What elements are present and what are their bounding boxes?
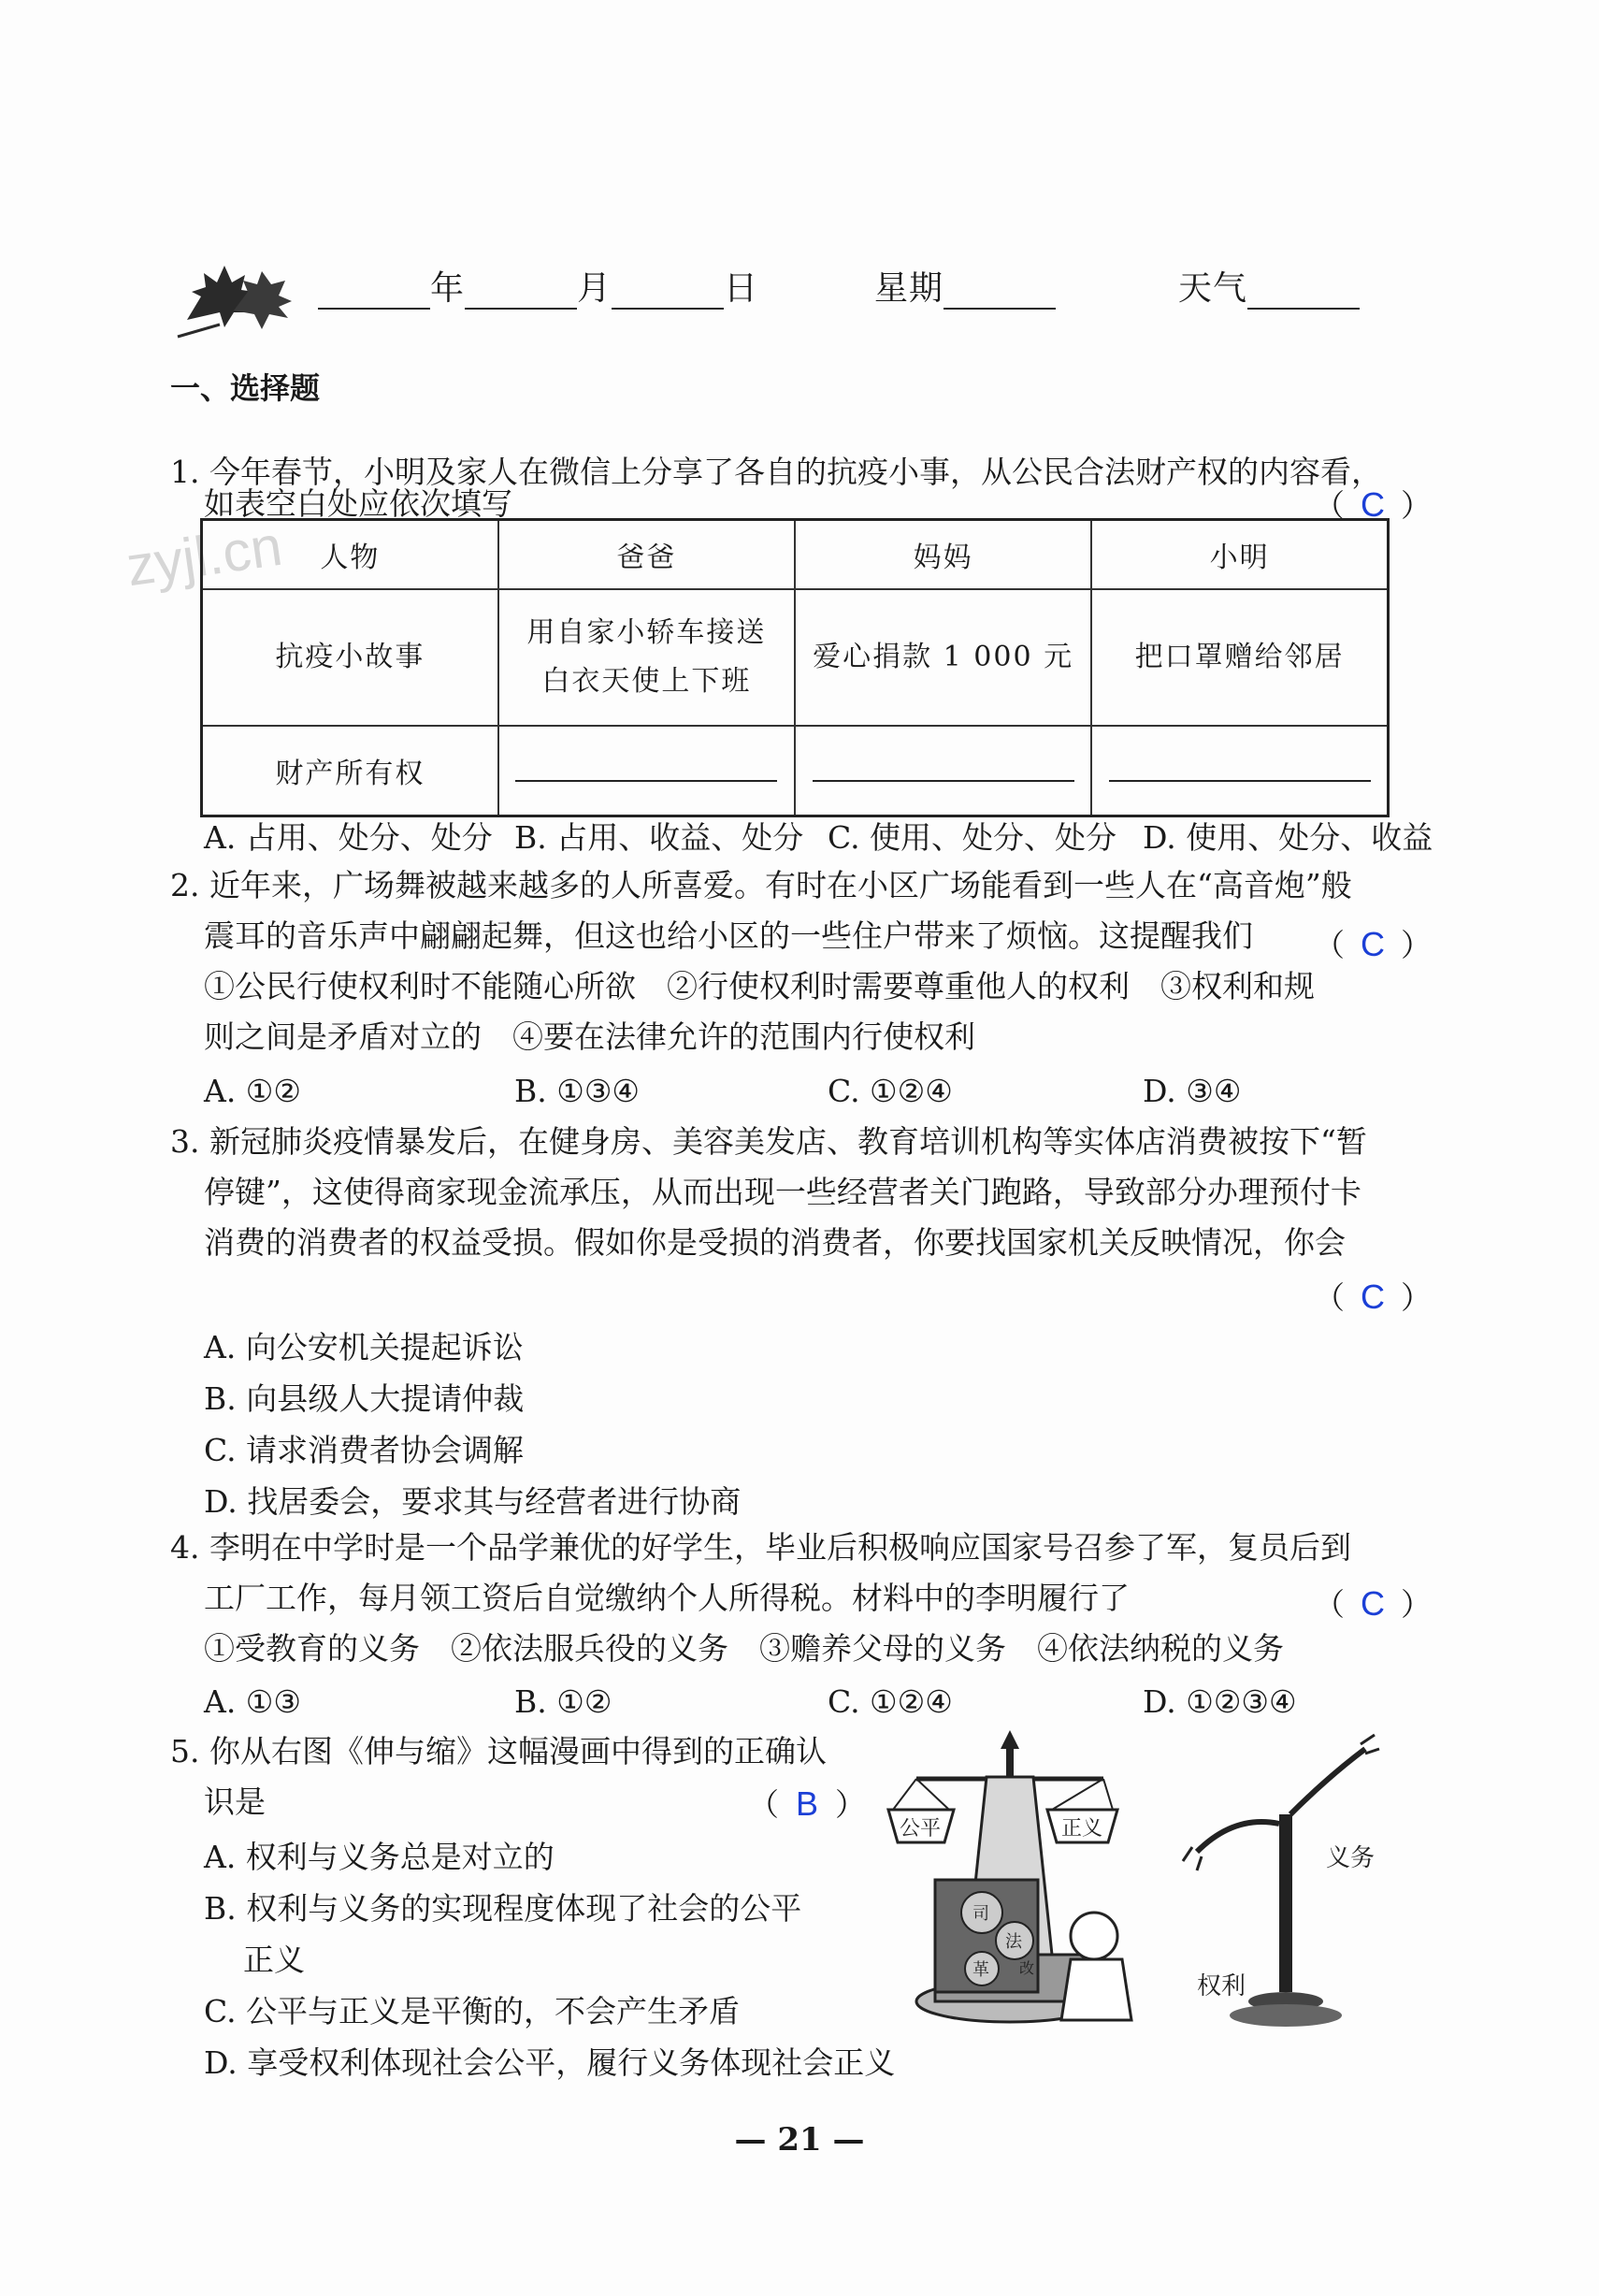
table-header-cell: 人物: [202, 520, 498, 590]
q5-line2: 识是: [204, 1783, 266, 1820]
q5-answer-letter: B: [795, 1784, 818, 1823]
q5-option-a[interactable]: A. 权利与义务总是对立的: [204, 1839, 555, 1875]
q4-line3: ①受教育的义务 ②依法服兵役的义务 ③赡养父母的义务 ④依法纳税的义务: [204, 1630, 1284, 1667]
q5-line1: 5. 你从右图《伸与缩》这幅漫画中得到的正确认: [170, 1733, 827, 1769]
q3-option-d[interactable]: D. 找居委会，要求其与经营者进行协商: [204, 1483, 742, 1520]
q1-option-a[interactable]: A. 占用、处分、处分: [204, 819, 493, 856]
q2-line4: 则之间是矛盾对立的 ④要在法律允许的范围内行使权利: [204, 1018, 975, 1055]
q4-answer-letter: C: [1361, 1584, 1385, 1623]
weather-blank: [1247, 270, 1360, 310]
page-number-value: 21: [777, 2121, 822, 2159]
cartoon-justice-label: 正义: [1061, 1817, 1103, 1841]
year-blank: [318, 270, 430, 310]
year-label: 年: [430, 269, 466, 308]
q4-option-c[interactable]: C. ①②④: [828, 1683, 953, 1720]
balance-scale-icon: [888, 1730, 1131, 2022]
q2-option-c[interactable]: C. ①②④: [828, 1073, 953, 1109]
q4-option-b[interactable]: B. ①②: [514, 1683, 612, 1720]
q2-line3: ①公民行使权利时不能随心所欲 ②行使权利时需要尊重他人的权利 ③权利和规: [204, 968, 1315, 1004]
q1-answer-letter: C: [1361, 485, 1385, 524]
dad-right-blank[interactable]: [498, 726, 795, 816]
watermark: zyjl.cn: [122, 513, 286, 599]
q1-option-b[interactable]: B. 占用、收益、处分: [514, 819, 804, 856]
gear-word-4: 革: [972, 1960, 989, 1980]
story-row-label: 抗疫小故事: [202, 589, 498, 726]
q3-answer-letter: C: [1361, 1278, 1385, 1316]
table-header-cell: 妈妈: [795, 520, 1091, 590]
mom-right-blank[interactable]: [795, 726, 1091, 816]
month-label: 月: [577, 269, 612, 308]
gear-word-3: 改: [1019, 1959, 1035, 1977]
dad-story: [498, 589, 795, 726]
month-blank: [465, 270, 577, 310]
q1-line1: 1. 今年春节，小明及家人在微信上分享了各自的抗疫小事，从公民合法财产权的内容看，: [170, 454, 1382, 490]
q4-answer: （ C ）: [1314, 1584, 1432, 1623]
weather-label: 天气: [1178, 269, 1248, 308]
weekday-label: 星期: [874, 269, 944, 308]
q5-option-d[interactable]: D. 享受权利体现社会公平，履行义务体现社会正义: [204, 2044, 896, 2081]
q1-option-d[interactable]: D. 使用、处分、收益: [1143, 819, 1433, 856]
weekday-blank: [944, 270, 1056, 310]
q3-option-a[interactable]: A. 向公安机关提起诉讼: [204, 1329, 524, 1365]
q1-option-c[interactable]: C. 使用、处分、处分: [828, 819, 1117, 856]
ming-story: 把口罩赠给邻居: [1091, 589, 1388, 726]
q5-answer: （ B ）: [748, 1784, 866, 1823]
dad-story-line1: 用自家小轿车接送: [526, 616, 767, 649]
right-row-label: 财产所有权: [202, 726, 498, 816]
table-header-cell: 爸爸: [498, 520, 795, 590]
day-blank: [612, 270, 724, 310]
q2-option-d[interactable]: D. ③④: [1143, 1073, 1242, 1109]
q2-answer: （ C ）: [1314, 925, 1432, 963]
page-number: — 21 —: [734, 2121, 865, 2159]
property-table: [200, 518, 1390, 817]
q1-answer: （ C ）: [1314, 485, 1432, 524]
gear-word-2: 法: [1005, 1932, 1022, 1952]
q4-option-a[interactable]: A. ①③: [204, 1683, 301, 1720]
q2-option-a[interactable]: A. ①②: [204, 1073, 301, 1109]
maple-leaf-icon: [168, 254, 309, 339]
q3-line3: 消费的消费者的权益受损。假如你是受损的消费者，你要找国家机关反映情况，你会: [204, 1224, 1346, 1261]
q2-option-b[interactable]: B. ①③④: [514, 1073, 640, 1109]
stretch-figure-icon: [1183, 1735, 1379, 2027]
q2-answer-letter: C: [1361, 925, 1385, 963]
q3-answer: （ C ）: [1314, 1278, 1432, 1316]
day-label: 日: [724, 269, 759, 308]
q3-option-b[interactable]: B. 向县级人大提请仲裁: [204, 1380, 525, 1417]
table-header-cell: 小明: [1091, 520, 1388, 590]
q4-line1: 4. 李明在中学时是一个品学兼优的好学生，毕业后积极响应国家号召参了军，复员后到: [170, 1529, 1351, 1566]
q4-line2: 工厂工作，每月领工资后自觉缴纳个人所得税。材料中的李明履行了: [204, 1580, 1130, 1616]
ming-right-blank[interactable]: [1091, 726, 1388, 816]
cartoon-right-label: 权利: [1197, 1972, 1246, 2000]
q5-option-b[interactable]: B. 权利与义务的实现程度体现了社会的公平: [204, 1890, 802, 1927]
q1-line2: 如表空白处应依次填写: [204, 485, 512, 522]
q4-option-d[interactable]: D. ①②③④: [1143, 1683, 1297, 1720]
q2-line2: 震耳的音乐声中翩翩起舞，但这也给小区的一些住户带来了烦恼。这提醒我们: [204, 917, 1253, 954]
cartoon-fair-label: 公平: [900, 1817, 942, 1841]
stretch-and-shrink-cartoon: [879, 1721, 1431, 2029]
q5-option-b-cont: 正义: [243, 1942, 305, 1978]
q3-line1: 3. 新冠肺炎疫情暴发后，在健身房、美容美发店、教育培训机构等实体店消费被按下“暂: [170, 1123, 1367, 1160]
date-header: [168, 245, 1384, 348]
q3-line2: 停键”，这使得商家现金流承压，从而出现一些经营者关门跑路，导致部分办理预付卡: [204, 1174, 1361, 1210]
q2-line1: 2. 近年来，广场舞被越来越多的人所喜爱。有时在小区广场能看到一些人在“高音炮”般: [170, 867, 1352, 903]
gear-word-1: 司: [972, 1904, 989, 1924]
q3-option-c[interactable]: C. 请求消费者协会调解: [204, 1432, 525, 1468]
dad-story-line2: 白衣天使上下班: [541, 665, 752, 698]
section-title: 一、选择题: [170, 370, 321, 406]
mom-story: 爱心捐款 1 000 元: [795, 589, 1091, 726]
cartoon-duty-label: 义务: [1326, 1844, 1376, 1872]
q5-option-c[interactable]: C. 公平与正义是平衡的，不会产生矛盾: [204, 1993, 741, 2029]
